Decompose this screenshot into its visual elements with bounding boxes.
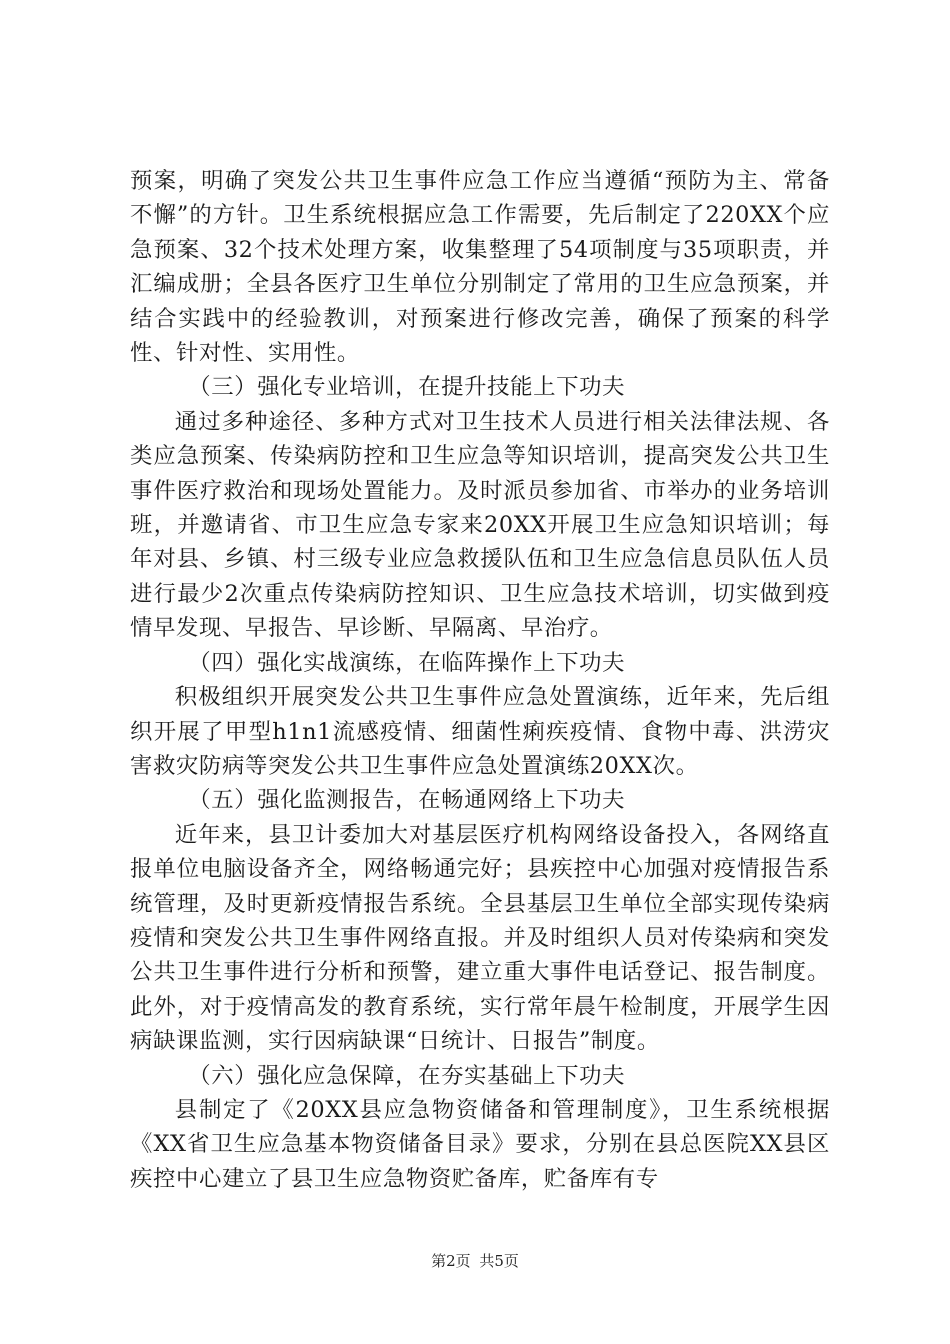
- paragraph-monitoring: 近年来，县卫计委加大对基层医疗机构网络设备投入，各网络直报单位电脑设备齐全，网络畅通完好；县疾控中心加强对疫情报告系统管理，及时更新疫情报告系统。全县基层卫生单位全部实现传染病疫情和突发公共卫生事件网络直报。并及时组织人员对传染病和突发公共卫生事件进行分析和预警，建立重大事件电话登记、报告制度。此外，对于疫情高发的教育系统，实行常年晨午检制度，开展学生因病缺课监测，实行因病缺课“日统计、日报告”制度。: [130, 821, 830, 1055]
- page-footer: [0, 1250, 950, 1271]
- heading-training: （三）强化专业培训，在提升技能上下功夫: [188, 374, 626, 401]
- paragraph-training: 通过多种途径、多种方式对卫生技术人员进行相关法律法规、各类应急预案、传染病防控和卫生应急等知识培训，提高突发公共卫生事件医疗救治和现场处置能力。及时派员参加省、市举办的业务培训班，并邀请省、市卫生应急专家来20XX开展卫生应急知识培训；每年对县、乡镇、村三级专业应急救援队伍和卫生应急信息员队伍人员进行最少2次重点传染病防控知识、卫生应急技术培训，切实做到疫情早发现、早报告、早诊断、早隔离、早治疗。: [130, 408, 830, 642]
- page-number: 第2页: [431, 1252, 471, 1270]
- document-body: [130, 164, 830, 1196]
- page-total: 共5页: [479, 1252, 519, 1270]
- paragraph-plans: 预案，明确了突发公共卫生事件应急工作应当遵循“预防为主、常备不懈”的方针。卫生系统根据应急工作需要，先后制定了220XX个应急预案、32个技术处理方案，收集整理了54项制度与35项职责，并汇编成册；全县各医疗卫生单位分别制定了常用的卫生应急预案，并结合实践中的经验教训，对预案进行修改完善，确保了预案的科学性、针对性、实用性。: [130, 168, 830, 367]
- paragraph-drills: 积极组织开展突发公共卫生事件应急处置演练，近年来，先后组织开展了甲型h1n1流感疫情、细菌性痢疾疫情、食物中毒、洪涝灾害救灾防病等突发公共卫生事件应急处置演练20XX次。: [130, 684, 830, 779]
- heading-support: （六）强化应急保障，在夯实基础上下功夫: [188, 1062, 626, 1089]
- heading-monitoring: （五）强化监测报告，在畅通网络上下功夫: [188, 787, 626, 814]
- paragraph-support: 县制定了《20XX县应急物资储备和管理制度》，卫生系统根据《XX省卫生应急基本物资储备目录》要求，分别在县总医院XX县区疾控中心建立了县卫生应急物资贮备库，贮备库有专: [130, 1096, 830, 1192]
- heading-drills: （四）强化实战演练，在临阵操作上下功夫: [188, 649, 626, 676]
